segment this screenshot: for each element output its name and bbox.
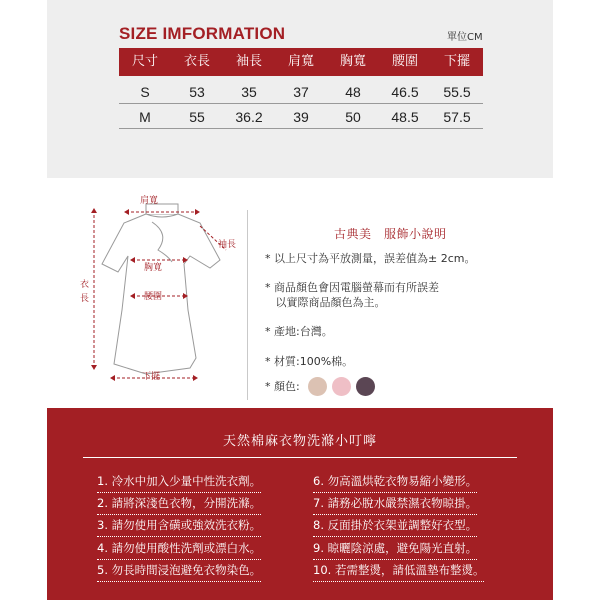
shoulder-label: 肩寬 [140,196,159,206]
note-measurement: * 以上尺寸為平放測量，誤差值為± 2cm。 [265,252,476,265]
chest-label: 胸寬 [144,263,163,273]
table-cell: 48 [345,84,361,100]
table-cell: 37 [293,84,309,100]
waist-label: 腰圍 [144,292,163,302]
table-cell: 57.5 [443,109,471,125]
note-colors: * 顏色: [265,380,300,393]
size-title: SIZE IMFORMATION [119,24,286,43]
wash-item: 7. 請務必脫水嚴禁濕衣物晾掛。 [313,496,477,515]
table-cell: 36.2 [235,109,263,125]
table-cell: S [140,84,150,100]
wash-item: 6. 勿高溫烘乾衣物易縮小變形。 [313,474,477,493]
color-swatch-purple [356,377,375,396]
length-label-bottom: 長 [80,294,90,304]
header-hem: 下擺 [443,54,470,69]
table-cell: 39 [293,109,309,125]
table-cell: 50 [345,109,361,125]
table-cell: M [139,109,151,125]
header-sleeve: 袖長 [235,54,262,69]
wash-item: 4. 請勿使用酸性洗劑或漂白水。 [97,541,261,560]
hem-label: 下擺 [142,372,161,382]
wash-item: 3. 請勿使用含磺或強效洗衣粉。 [97,518,261,537]
table-cell: 55.5 [443,84,471,100]
washing-tips-panel [47,408,553,600]
garment-measurement-diagram [60,190,260,395]
header-waist: 腰圍 [391,54,418,69]
notes-divider [247,210,248,400]
color-swatch-beige [308,377,327,396]
note-color-line-2: 以實際商品顏色為主。 [265,296,386,309]
note-origin: * 產地:台灣。 [265,325,333,338]
size-unit: 單位CM [447,32,483,43]
header-length: 衣長 [183,54,210,69]
washing-title-rule [83,457,517,458]
note-material: * 材質:100%棉。 [265,355,354,368]
color-swatch-pink [332,377,351,396]
sleeve-label: 袖長 [218,240,237,250]
wash-item: 8. 反面掛於衣架並調整好衣型。 [313,518,477,537]
wash-item: 1. 冷水中加入少量中性洗衣劑。 [97,474,261,493]
table-cell: 55 [189,109,205,125]
wash-item: 5. 勿長時間浸泡避免衣物染色。 [97,563,261,582]
wash-item: 10. 若需整燙，請低溫墊布整燙。 [313,563,484,582]
size-table-header [119,48,483,76]
wash-item: 2. 請將深淺色衣物，分開洗滌。 [97,496,261,515]
table-cell: 48.5 [391,109,419,125]
size-information-panel [47,0,553,178]
washing-title: 天然棉麻衣物洗滌小叮嚀 [222,434,377,449]
header-chest: 胸寬 [339,54,366,69]
table-row [119,80,483,104]
note-color-line-1: * 商品顏色會因電腦螢幕而有所誤差 [265,281,439,294]
header-size: 尺寸 [131,54,158,69]
length-label-top: 衣 [80,280,90,290]
header-shoulder: 肩寬 [287,54,314,69]
table-cell: 46.5 [391,84,419,100]
wash-item: 9. 晾曬陰涼處，避免陽光直射。 [313,541,477,560]
table-cell: 53 [189,84,205,100]
notes-title: 古典美 服飾小說明 [334,227,447,241]
table-row [119,105,483,129]
table-cell: 35 [241,84,257,100]
